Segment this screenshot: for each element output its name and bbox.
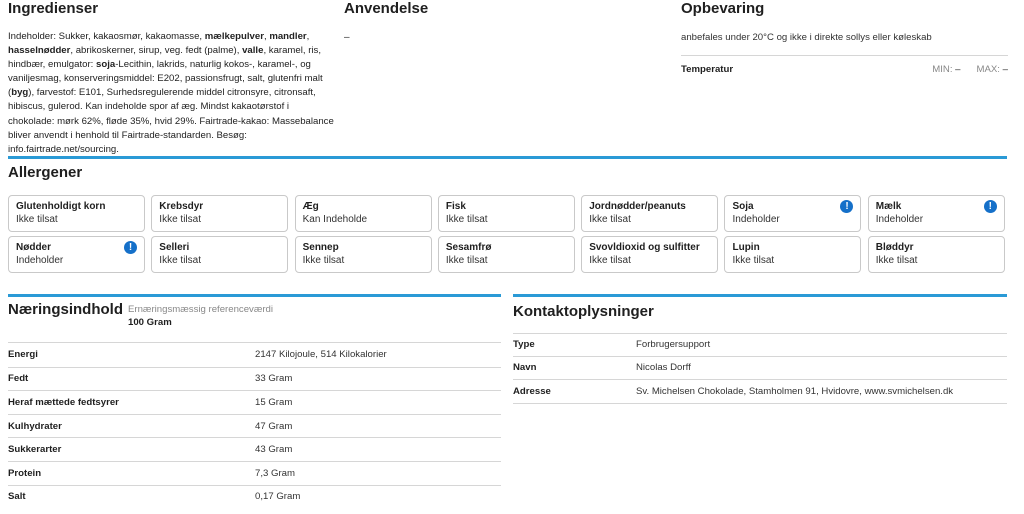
contact-field-value: Nicolas Dorff [636, 362, 691, 374]
allergen-highlight: mælkepulver [204, 31, 264, 42]
ingredients-section [8, 0, 338, 157]
table-row [513, 333, 1007, 357]
table-row [8, 461, 501, 485]
temperature-row [681, 55, 1008, 83]
allergen-highlight: soja [96, 59, 116, 71]
allergen-name: Svovldioxid og sulfitter [589, 242, 700, 253]
table-row [8, 390, 501, 414]
table-row [8, 343, 501, 367]
allergen-card [151, 195, 288, 232]
table-row [8, 414, 501, 438]
allergen-name: Æg [302, 201, 319, 212]
usage-text: – [344, 32, 350, 43]
allergen-highlight: hasselnødder [8, 45, 71, 57]
ingredients-text [8, 30, 338, 157]
allergen-card [8, 195, 145, 232]
contact-field-value: Sv. Michelsen Chokolade, Stamholmen 91, Hvidovre, www.svmichelsen.dk [636, 385, 954, 397]
allergen-status: Indeholder [732, 214, 780, 225]
temperature-label: Temperatur [681, 64, 734, 75]
reference-basis: 100 Gram [128, 317, 172, 328]
allergen-name: Mælk [875, 201, 902, 212]
nutrient-name: Sukkerarter [8, 444, 62, 456]
nutrient-name: Protein [8, 467, 42, 479]
allergen-name: Bløddyr [875, 242, 914, 253]
info-alert-icon: ! [840, 200, 853, 213]
allergen-status: Ikke tilsat [875, 255, 918, 266]
allergen-status: Ikke tilsat [445, 255, 488, 266]
allergen-card [868, 195, 1005, 232]
allergen-card [438, 236, 575, 273]
ingredient-text-run: -Lecithin, lakrids, naturlig kokos-, karamel-, og vaniljesmag, konserveringsmiddel: E202, passionsfrugt, salt, glutenfri malt ( [8, 59, 323, 99]
allergen-name: Selleri [159, 242, 190, 253]
allergen-card [438, 195, 575, 232]
allergen-status: Ikke tilsat [589, 255, 631, 266]
allergen-card [295, 236, 432, 273]
info-alert-icon: ! [984, 200, 997, 213]
storage-section [681, 0, 1008, 83]
allergen-status: Ikke tilsat [159, 214, 201, 225]
section-divider [8, 156, 1007, 159]
contact-divider [513, 294, 1007, 297]
nutrition-table [8, 343, 501, 508]
table-row [513, 357, 1007, 381]
allergen-card [868, 236, 1005, 273]
usage-section [344, 0, 664, 43]
allergen-status: Ikke tilsat [732, 255, 775, 266]
allergen-status: Kan Indeholde [302, 214, 368, 225]
nutrient-name: Heraf mættede fedtsyrer [8, 396, 119, 408]
nutrient-name: Salt [8, 491, 26, 503]
allergen-name: Nødder [16, 242, 51, 253]
allergen-card [724, 236, 861, 273]
info-alert-icon: ! [124, 241, 137, 254]
temperature-values [916, 64, 1008, 75]
nutrient-value: 43 Gram [255, 444, 293, 456]
allergen-name: Lupin [732, 242, 760, 253]
contact-table [513, 333, 1007, 404]
nutrient-value: 15 Gram [255, 396, 293, 408]
nutrient-value: 33 Gram [255, 373, 293, 385]
allergen-status: Ikke tilsat [159, 255, 201, 266]
nutrition-reference [128, 304, 273, 330]
nutrition-title: Næringsindhold [8, 301, 123, 318]
contact-field-name: Type [513, 339, 535, 351]
nutrient-value: 0,17 Gram [255, 491, 301, 503]
allergen-name: Soja [732, 201, 754, 212]
contact-field-value: Forbrugersupport [636, 339, 711, 351]
allergen-highlight: valle [242, 45, 264, 57]
allergen-status: Indeholder [875, 214, 924, 225]
allergen-name: Sennep [302, 242, 339, 253]
nutrient-name: Fedt [8, 373, 29, 385]
allergen-card [295, 195, 432, 232]
nutrition-divider [8, 294, 501, 297]
allergens-title: Allergener [8, 164, 83, 181]
ingredient-text-run: , [306, 31, 310, 42]
contact-title: Kontaktoplysninger [513, 303, 654, 320]
ingredient-text-run: , [263, 31, 270, 42]
allergen-name: Krebsdyr [159, 201, 204, 212]
nutrition-header [8, 301, 273, 330]
allergen-status: Ikke tilsat [302, 255, 345, 266]
allergen-highlight: mandler [269, 31, 307, 42]
ingredients-title: Ingredienser [8, 0, 99, 17]
contact-field-name: Adresse [513, 385, 551, 397]
min-label: MIN: [932, 64, 953, 75]
allergen-status: Indeholder [16, 255, 64, 266]
allergens-grid [8, 195, 1007, 273]
storage-text: anbefales under 20°C og ikke i direkte sollys eller køleskab [681, 32, 932, 43]
allergen-card [151, 236, 288, 273]
max-value: – [1002, 64, 1008, 75]
ingredient-text-run: , karamel, ris, hindbær, emulgator: [8, 45, 322, 71]
allergen-card [8, 236, 145, 273]
ingredient-text-run: , abrikoskerner, sirup, veg. fedt (palme), [70, 45, 243, 57]
allergen-highlight: byg [11, 87, 29, 99]
nutrient-name: Kulhydrater [8, 420, 62, 432]
table-row [8, 367, 501, 391]
min-value: – [955, 64, 961, 75]
nutrient-value: 47 Gram [255, 420, 293, 432]
allergen-status: Ikke tilsat [16, 214, 58, 225]
table-row [8, 485, 501, 509]
nutrient-value: 7,3 Gram [255, 467, 295, 479]
allergen-card [581, 195, 718, 232]
nutrient-value: 2147 Kilojoule, 514 Kilokalorier [255, 349, 387, 361]
ingredient-text-run: Indeholder: Sukker, kakaosmør, kakaomasse, [8, 31, 205, 42]
allergen-status: Ikke tilsat [589, 214, 631, 225]
allergen-name: Fisk [445, 201, 466, 212]
storage-title: Opbevaring [681, 0, 765, 17]
allergen-card [724, 195, 861, 232]
max-label: MAX: [976, 64, 1000, 75]
allergen-name: Glutenholdigt korn [16, 201, 106, 212]
allergen-status: Ikke tilsat [445, 214, 488, 225]
allergen-name: Jordnødder/peanuts [589, 201, 686, 212]
reference-label: Ernæringsmæssig referenceværdi [128, 304, 274, 315]
usage-title: Anvendelse [344, 0, 429, 17]
table-row [513, 380, 1007, 404]
allergen-card [581, 236, 718, 273]
allergen-name: Sesamfrø [445, 242, 492, 253]
table-row [8, 437, 501, 461]
contact-field-name: Navn [513, 362, 537, 374]
ingredient-text-run: ), farvestof: E101, Surhedsregulerende middel citronsyre, citronsaft, hibiscus, gulerod. Kan indeholde spor af æg. Mindst kakaotørstof i chokolade: mørk 62%, fløde 35%, hvid 29%. Fairtrade-kakao: Massebalance bliver anvendt i henhold til Fairtrade-standarden. Besøg: info.fairtrade.net/sourcing. [8, 87, 334, 155]
nutrient-name: Energi [8, 349, 38, 361]
